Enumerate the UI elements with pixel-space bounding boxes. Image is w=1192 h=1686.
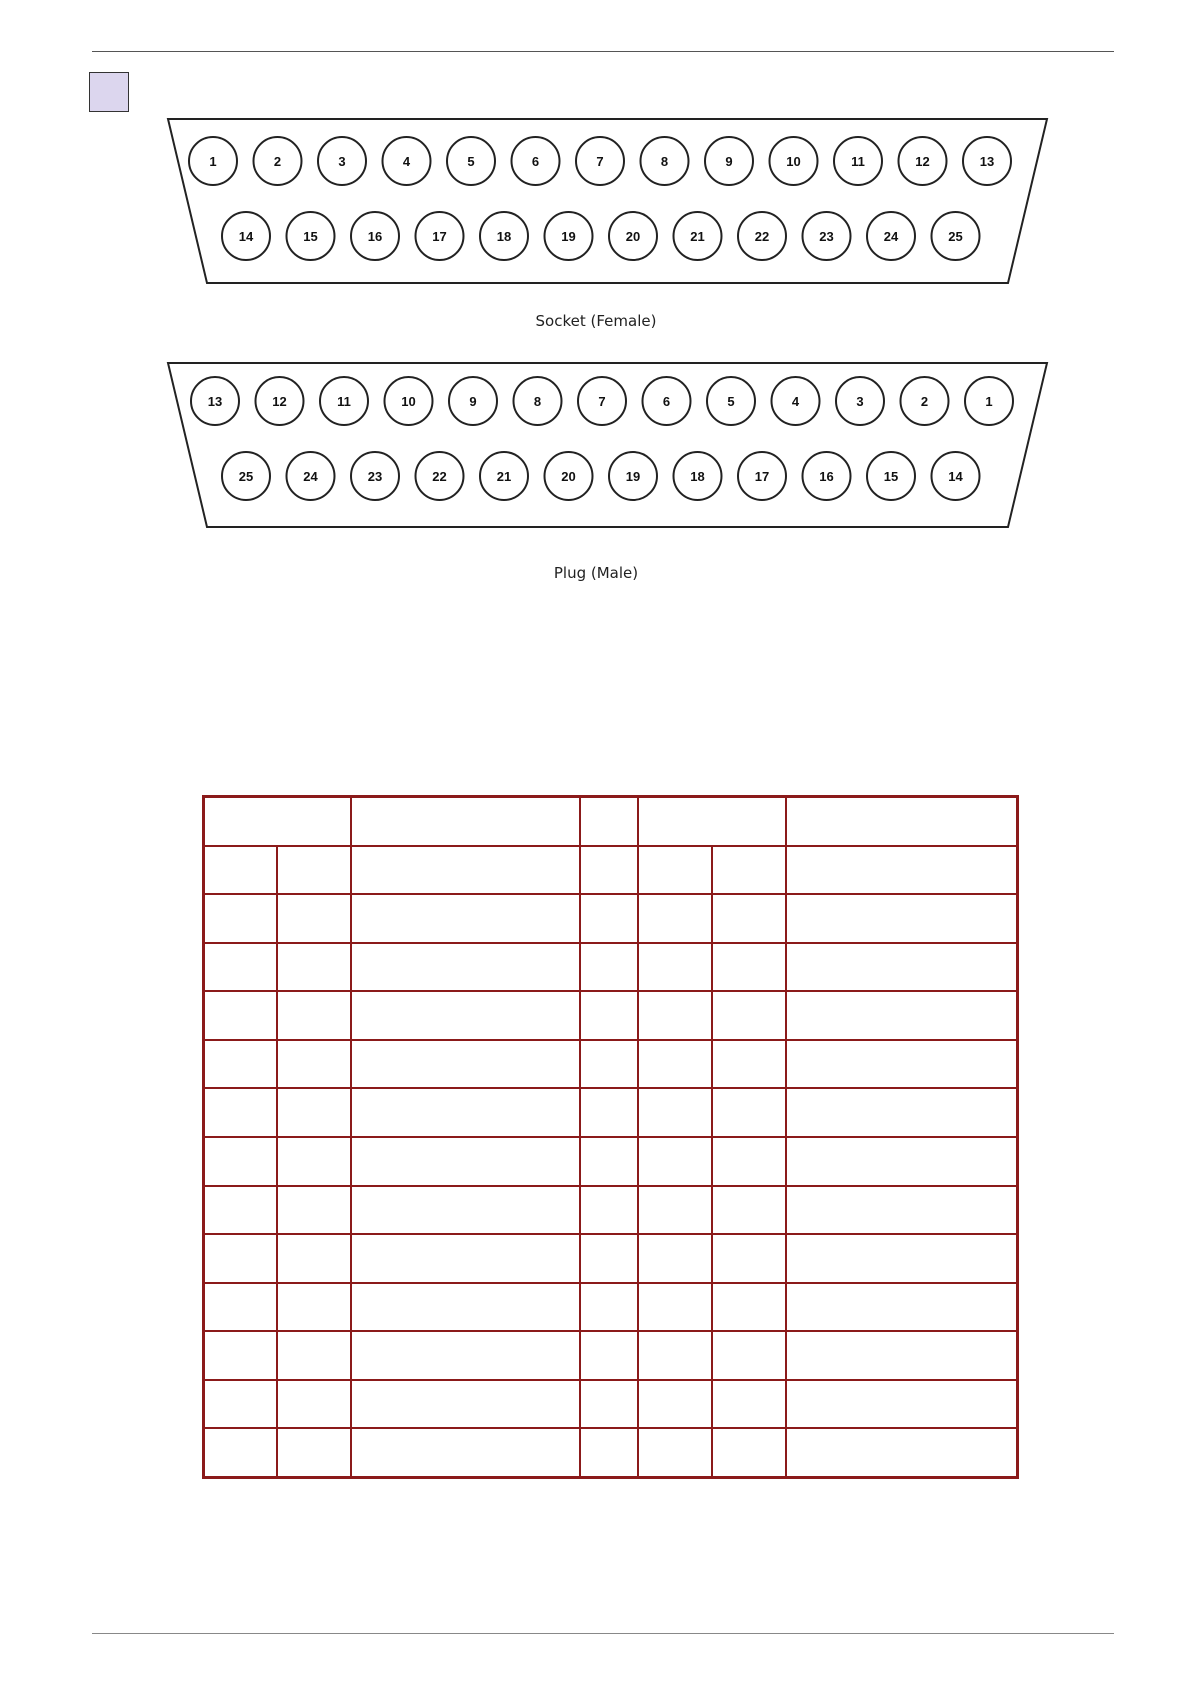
plug-pin-label: 13	[207, 394, 223, 409]
table-cell	[277, 1428, 351, 1477]
table-row	[204, 1428, 1018, 1477]
table-cell	[786, 991, 1018, 1040]
table-cell	[580, 1331, 638, 1380]
table-row	[204, 1234, 1018, 1283]
footer-rule	[92, 1633, 1114, 1634]
socket-pin-label: 21	[690, 229, 705, 244]
table-cell	[638, 1186, 712, 1235]
table-cell	[638, 894, 712, 943]
table-cell	[712, 1380, 786, 1429]
table-cell	[712, 1428, 786, 1477]
table-cell	[638, 846, 712, 895]
plug-pin-label: 18	[690, 469, 705, 484]
plug-pin-label: 4	[791, 394, 800, 409]
table-cell	[712, 846, 786, 895]
plug-pin-label: 24	[303, 469, 318, 484]
plug-connector-diagram	[0, 0, 1192, 560]
table-cell	[351, 894, 580, 943]
table-cell	[204, 943, 277, 992]
table-cell	[204, 991, 277, 1040]
plug-pin-label: 19	[625, 469, 641, 484]
socket-pin-label: 3	[338, 154, 346, 169]
table-cell	[638, 1331, 712, 1380]
table-cell	[786, 1088, 1018, 1137]
table-cell	[638, 1088, 712, 1137]
table-cell	[638, 1428, 712, 1477]
socket-pin-label: 15	[303, 229, 318, 244]
table-cell	[351, 1186, 580, 1235]
table-row	[204, 1040, 1018, 1089]
table-row	[204, 1186, 1018, 1235]
table-cell	[786, 1234, 1018, 1283]
socket-pin-label: 10	[786, 154, 801, 169]
table-cell	[712, 991, 786, 1040]
table-cell	[277, 1331, 351, 1380]
table-cell	[204, 1283, 277, 1332]
table-row	[204, 1088, 1018, 1137]
table-cell	[638, 1380, 712, 1429]
socket-pin-label: 17	[432, 229, 447, 244]
socket-caption: Socket (Female)	[535, 312, 657, 330]
socket-pin-label: 1	[209, 154, 217, 169]
table-cell	[712, 1137, 786, 1186]
table-cell	[712, 1088, 786, 1137]
plug-pin-label: 7	[598, 394, 606, 409]
table-cell	[277, 1283, 351, 1332]
table-cell	[351, 1283, 580, 1332]
table-cell	[204, 1428, 277, 1477]
table-cell	[580, 1428, 638, 1477]
table-cell	[277, 1137, 351, 1186]
socket-pin-label: 8	[660, 154, 669, 169]
table-cell	[786, 1137, 1018, 1186]
table-cell	[580, 1234, 638, 1283]
plug-pin-label: 22	[432, 469, 447, 484]
table-cell	[277, 1234, 351, 1283]
table-cell	[580, 1088, 638, 1137]
table-cell	[786, 1186, 1018, 1235]
table-cell	[351, 1428, 580, 1477]
table-cell	[786, 1283, 1018, 1332]
socket-pin-label: 12	[915, 154, 930, 169]
socket-pin-label: 11	[851, 154, 865, 169]
table-cell	[277, 1088, 351, 1137]
table-cell	[712, 1234, 786, 1283]
table-row	[204, 894, 1018, 943]
table-cell	[712, 1186, 786, 1235]
table-cell	[204, 1234, 277, 1283]
table-cell	[712, 1283, 786, 1332]
table-cell	[277, 943, 351, 992]
socket-pin-label: 2	[273, 154, 282, 169]
socket-pin-label: 4	[402, 154, 411, 169]
plug-pin-label: 23	[367, 469, 383, 484]
table-row	[204, 943, 1018, 992]
pinout-table	[202, 795, 1019, 1479]
table-cell	[277, 991, 351, 1040]
table-cell	[786, 894, 1018, 943]
table-cell	[638, 991, 712, 1040]
socket-pin-label: 13	[979, 154, 995, 169]
table-header-cell	[580, 797, 638, 846]
socket-pin-label: 25	[948, 229, 963, 244]
plug-caption: Plug (Male)	[553, 564, 639, 582]
socket-pin-label: 20	[625, 229, 641, 244]
socket-pin-label: 22	[754, 229, 770, 244]
table-cell	[204, 1186, 277, 1235]
plug-pin-label: 11	[337, 394, 351, 409]
table-cell	[638, 1040, 712, 1089]
socket-pin-label: 9	[725, 154, 733, 169]
socket-pin-label: 23	[819, 229, 834, 244]
table-row	[204, 1380, 1018, 1429]
table-cell	[204, 1137, 277, 1186]
table-cell	[580, 1380, 638, 1429]
table-cell	[277, 1380, 351, 1429]
plug-pin-label: 14	[948, 469, 963, 484]
table-cell	[712, 1331, 786, 1380]
plug-pin-label: 5	[727, 394, 735, 409]
table-header-cell	[204, 797, 351, 846]
plug-pin-label: 10	[401, 394, 416, 409]
plug-pin-label: 20	[561, 469, 576, 484]
table-cell	[204, 846, 277, 895]
table-row	[204, 1137, 1018, 1186]
table-row	[204, 1283, 1018, 1332]
table-cell	[786, 1331, 1018, 1380]
table-cell	[786, 846, 1018, 895]
socket-pin-label: 7	[596, 154, 604, 169]
table-cell	[204, 1088, 277, 1137]
plug-pin-label: 9	[469, 394, 477, 409]
table-row	[204, 1331, 1018, 1380]
socket-pin-label: 18	[496, 229, 512, 244]
table-cell	[351, 1088, 580, 1137]
table-cell	[204, 1040, 277, 1089]
plug-pin-label: 16	[819, 469, 834, 484]
table-cell	[580, 846, 638, 895]
plug-pin-label: 2	[920, 394, 929, 409]
table-cell	[786, 943, 1018, 992]
table-cell	[786, 1040, 1018, 1089]
table-cell	[712, 943, 786, 992]
table-cell	[712, 1040, 786, 1089]
table-cell	[638, 943, 712, 992]
table-cell	[580, 894, 638, 943]
table-header-cell	[351, 797, 580, 846]
plug-pin-label: 15	[883, 469, 899, 484]
table-cell	[351, 846, 580, 895]
table-cell	[351, 943, 580, 992]
plug-pin-label: 3	[856, 394, 864, 409]
table-cell	[351, 991, 580, 1040]
table-cell	[351, 1137, 580, 1186]
plug-pin-label: 25	[238, 469, 254, 484]
table-header-cell	[786, 797, 1018, 846]
table-cell	[204, 894, 277, 943]
table-cell	[351, 1234, 580, 1283]
plug-pin-label: 8	[533, 394, 542, 409]
socket-pin-label: 6	[531, 154, 540, 169]
table-cell	[786, 1380, 1018, 1429]
table-cell	[786, 1428, 1018, 1477]
table-cell	[712, 894, 786, 943]
table-cell	[580, 1040, 638, 1089]
table-cell	[580, 1137, 638, 1186]
plug-pin-label: 21	[496, 469, 512, 484]
table-cell	[277, 1040, 351, 1089]
table-cell	[351, 1331, 580, 1380]
table-cell	[277, 1186, 351, 1235]
plug-pin-label: 1	[985, 394, 993, 409]
table-cell	[580, 1186, 638, 1235]
table-cell	[638, 1283, 712, 1332]
plug-pin-label: 12	[272, 394, 287, 409]
socket-pin-label: 24	[883, 229, 899, 244]
table-cell	[204, 1380, 277, 1429]
table-cell	[351, 1040, 580, 1089]
plug-pin-label: 17	[754, 469, 770, 484]
socket-pin-label: 5	[467, 154, 475, 169]
socket-pin-label: 14	[238, 229, 254, 244]
table-cell	[277, 894, 351, 943]
plug-pin-label: 6	[662, 394, 671, 409]
table-cell	[351, 1380, 580, 1429]
socket-pin-label: 19	[561, 229, 576, 244]
table-cell	[638, 1234, 712, 1283]
table-cell	[638, 1137, 712, 1186]
table-cell	[580, 991, 638, 1040]
table-row	[204, 991, 1018, 1040]
table-header-row	[204, 797, 1018, 846]
table-row	[204, 846, 1018, 895]
table-cell	[580, 943, 638, 992]
table-cell	[204, 1331, 277, 1380]
table-header-cell	[638, 797, 786, 846]
table-cell	[580, 1283, 638, 1332]
table-cell	[277, 846, 351, 895]
socket-pin-label: 16	[367, 229, 383, 244]
